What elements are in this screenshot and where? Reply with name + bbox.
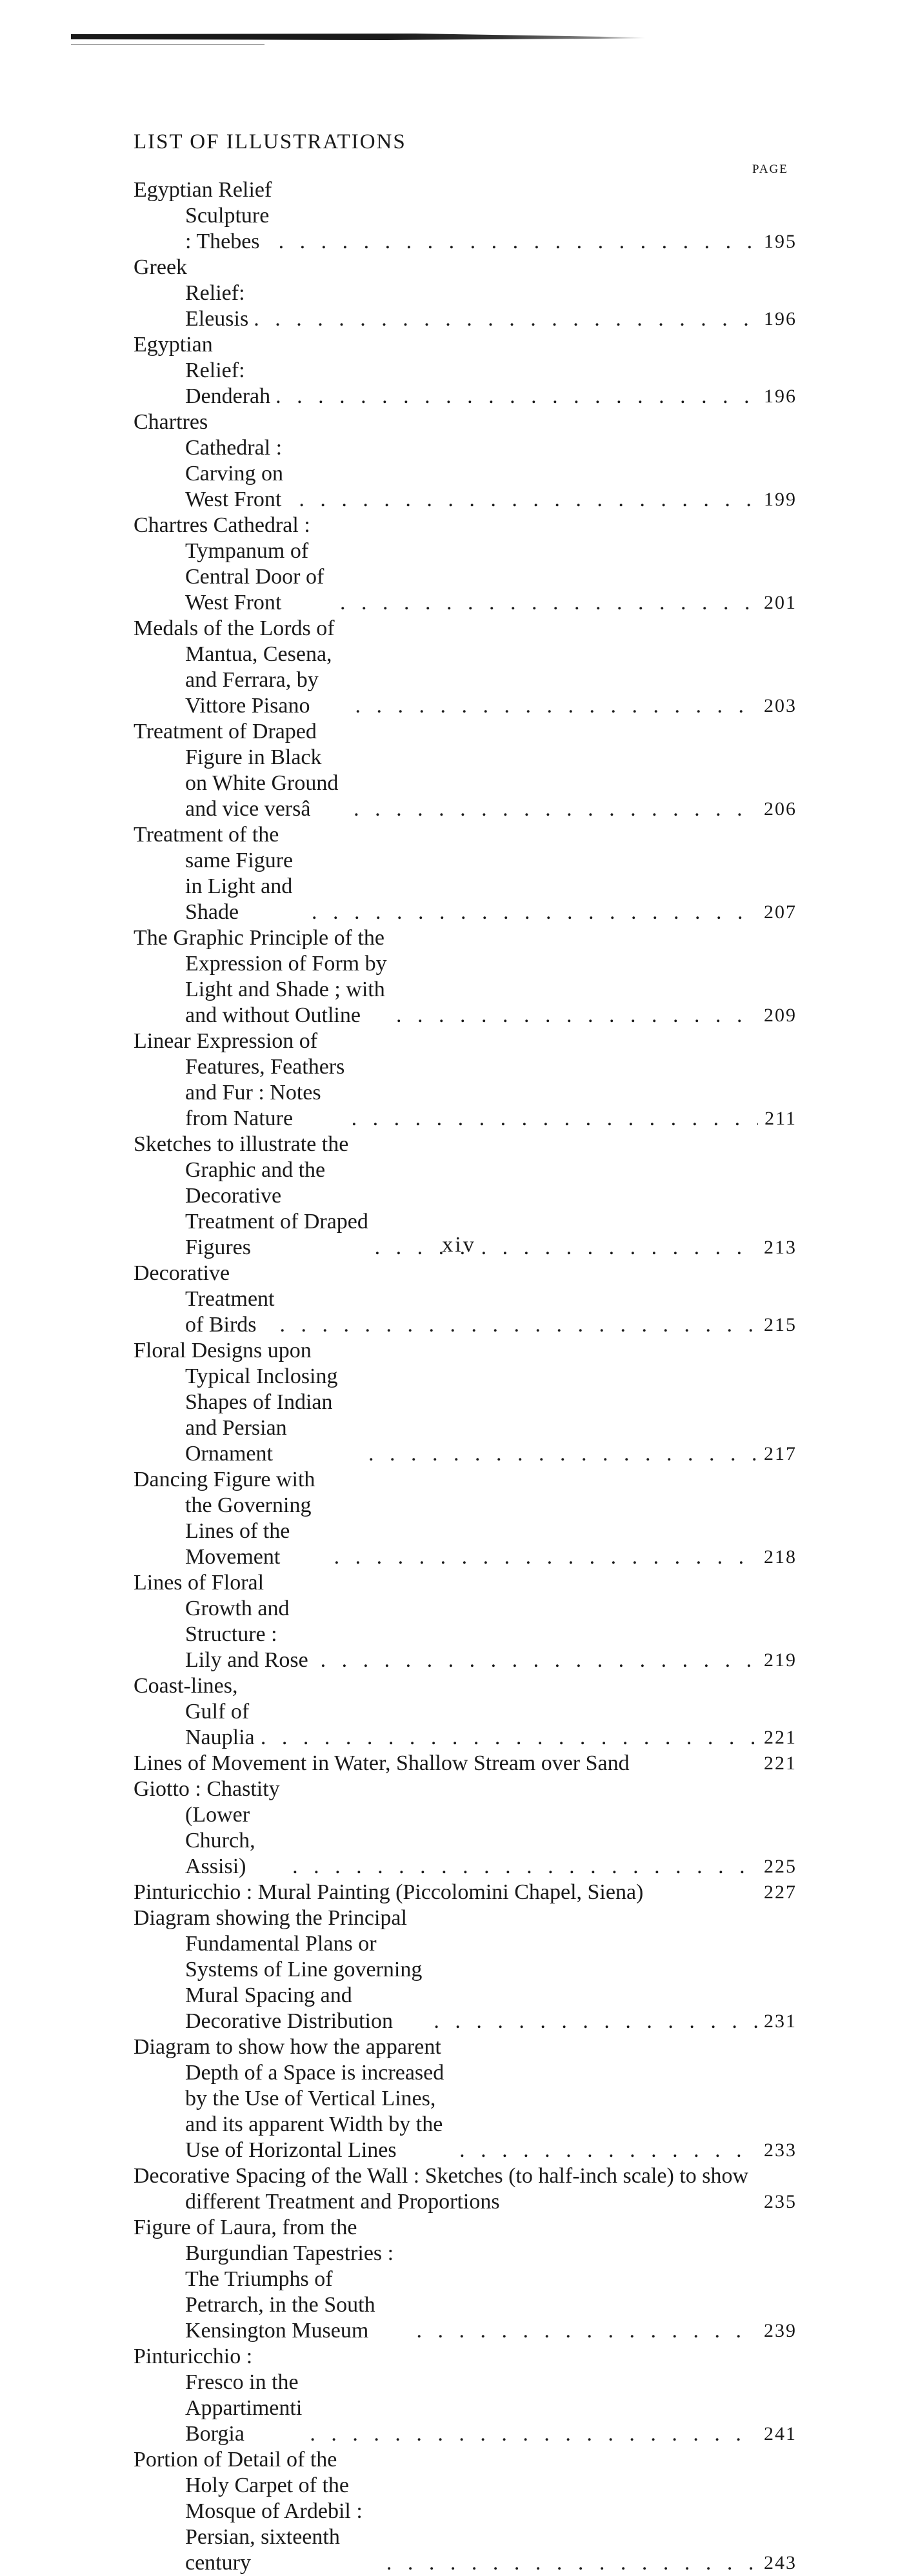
entry-title: The Graphic Principle of the Expression of Form by Light and Shade ; with and without Outline — [134, 926, 387, 1027]
list-item — [134, 925, 797, 1028]
entry-page: 221 — [764, 1753, 797, 1774]
entry-title: Egyptian Relief Sculpture : Thebes — [134, 178, 272, 253]
dot-leader — [411, 2318, 758, 2344]
page-folio: xiv — [442, 1233, 476, 1257]
entry-title: Diagram to show how the apparent Depth of a Space is increased by the Use of Vertical Lines, and its apparent Width by the Use of Horizontal Lines — [134, 2035, 444, 2162]
dot-leader — [350, 693, 758, 719]
entry-title: Decorative Treatment of Birds — [134, 1261, 275, 1337]
decorative-top-rule-shadow — [71, 44, 264, 45]
entry-page: 199 — [764, 489, 797, 510]
entry-page: 233 — [764, 2139, 797, 2161]
dot-leader — [270, 384, 758, 409]
entry-page: 218 — [764, 1546, 797, 1568]
entry-title: Coast-lines, Gulf of Nauplia — [134, 1674, 255, 1749]
entry-title: Portion of Detail of the Holy Carpet of the Mosque of Ardebil : Persian, sixteenth century — [134, 2448, 363, 2575]
list-item — [134, 409, 797, 513]
dot-leader — [454, 2138, 758, 2163]
page-title: LIST OF ILLUSTRATIONS — [134, 130, 406, 153]
dot-leader — [329, 1544, 758, 1570]
illustrations-list — [134, 177, 797, 2576]
entry-title: Giotto : Chastity (Lower Church, Assisi) — [134, 1777, 280, 1878]
list-item — [134, 255, 797, 332]
dot-leader — [381, 2550, 758, 2576]
list-item — [134, 2215, 797, 2344]
entry-page: 227 — [764, 1882, 797, 1903]
list-item — [134, 1467, 797, 1570]
entry-title: Egyptian Relief: Denderah — [134, 333, 271, 408]
entry-page: 195 — [764, 231, 797, 252]
entry-title: Diagram showing the Principal Fundamental Plans or Systems of Line governing Mural Spacing and Decorative Distribution — [134, 1906, 423, 2033]
entry-title: Lines of Movement in Water, Shallow Stream over Sand — [134, 1751, 630, 1775]
list-item — [134, 332, 797, 409]
list-item — [134, 1570, 797, 1673]
list-item — [134, 2034, 797, 2163]
entry-title: Chartres Cathedral : Carving on West Front — [134, 410, 284, 511]
list-item — [134, 1028, 797, 1132]
list-item — [134, 616, 797, 719]
entry-page: 213 — [764, 1237, 797, 1258]
dot-leader — [275, 1312, 759, 1338]
list-item — [134, 1880, 797, 1905]
dot-leader — [287, 1854, 758, 1880]
entry-page: 207 — [764, 901, 797, 923]
dot-leader — [391, 1003, 758, 1028]
list-item — [134, 1905, 797, 2034]
entry-title: Pinturicchio : Fresco in the Appartimenti Borgia — [134, 2345, 303, 2446]
entry-title: Treatment of the same Figure in Light and Shade — [134, 823, 294, 924]
entry-page: 225 — [764, 1856, 797, 1877]
entry-page: 217 — [764, 1443, 797, 1464]
list-item — [134, 822, 797, 925]
entry-title: Treatment of Draped Figure in Black on White Ground and vice versâ — [134, 720, 339, 821]
list-item — [134, 177, 797, 255]
entry-title: Floral Designs upon Typical Inclosing Shapes of Indian and Persian Ornament — [134, 1339, 338, 1466]
list-item — [134, 1338, 797, 1467]
entry-page: 221 — [764, 1727, 797, 1748]
list-item — [134, 1261, 797, 1338]
entry-title: Medals of the Lords of Mantua, Cesena, and Ferrara, by Vittore Pisano — [134, 616, 335, 718]
entry-title: Lines of Floral Growth and Structure : Lily and Rose — [134, 1571, 308, 1672]
entry-page: 235 — [764, 2191, 797, 2212]
dot-leader — [348, 796, 758, 822]
entry-title: Dancing Figure with the Governing Lines of the Movement — [134, 1468, 315, 1569]
dot-leader — [363, 1441, 758, 1467]
entry-title: Pinturicchio : Mural Painting (Piccolomini Chapel, Siena) — [134, 1880, 644, 1904]
entry-page: 196 — [764, 386, 797, 407]
entry-page: 239 — [764, 2320, 797, 2341]
entry-title: Figure of Laura, from the Burgundian Tapestries : The Triumphs of Petrarch, in the South Kensington Museum — [134, 2216, 394, 2343]
entry-page: 206 — [764, 798, 797, 820]
entry-page: 209 — [764, 1005, 797, 1026]
entry-title: Sketches to illustrate the Graphic and the Decorative Treatment of Draped Figures — [134, 1132, 368, 1259]
list-item — [134, 719, 797, 822]
entry-page: 215 — [764, 1314, 797, 1335]
entry-title: Decorative Spacing of the Wall : Sketches (to half-inch scale) to show different Treatment and Proportions — [134, 2164, 749, 2214]
dot-leader — [428, 2009, 758, 2034]
list-item — [134, 2447, 797, 2576]
entry-page: 211 — [764, 1108, 797, 1129]
entry-page: 241 — [764, 2423, 797, 2444]
entry-page: 196 — [764, 308, 797, 329]
list-item — [134, 1751, 797, 1776]
dot-leader — [306, 900, 758, 925]
entry-page: 201 — [764, 592, 797, 613]
list-item — [134, 1776, 797, 1880]
entry-title: Greek Relief: Eleusis — [134, 255, 249, 331]
dot-leader — [255, 1725, 758, 1751]
list-item — [134, 1673, 797, 1751]
entry-page: 203 — [764, 695, 797, 716]
entry-page: 243 — [764, 2552, 797, 2573]
dot-leader — [248, 306, 758, 332]
dot-leader — [335, 590, 758, 616]
dot-leader — [315, 1647, 758, 1673]
entry-title: Chartres Cathedral : Tympanum of Central Door of West Front — [134, 513, 324, 615]
dot-leader — [294, 487, 758, 513]
dot-leader — [304, 2421, 758, 2447]
list-item — [134, 2163, 797, 2215]
decorative-top-rule — [71, 34, 645, 40]
entry-page: 231 — [764, 2011, 797, 2032]
page-column-label: PAGE — [752, 162, 788, 176]
entry-page: 219 — [764, 1649, 797, 1671]
dot-leader — [346, 1106, 758, 1132]
dot-leader — [274, 229, 758, 255]
entry-title: Linear Expression of Features, Feathers and Fur : Notes from Nature — [134, 1029, 345, 1130]
list-item — [134, 2344, 797, 2447]
list-item — [134, 513, 797, 616]
